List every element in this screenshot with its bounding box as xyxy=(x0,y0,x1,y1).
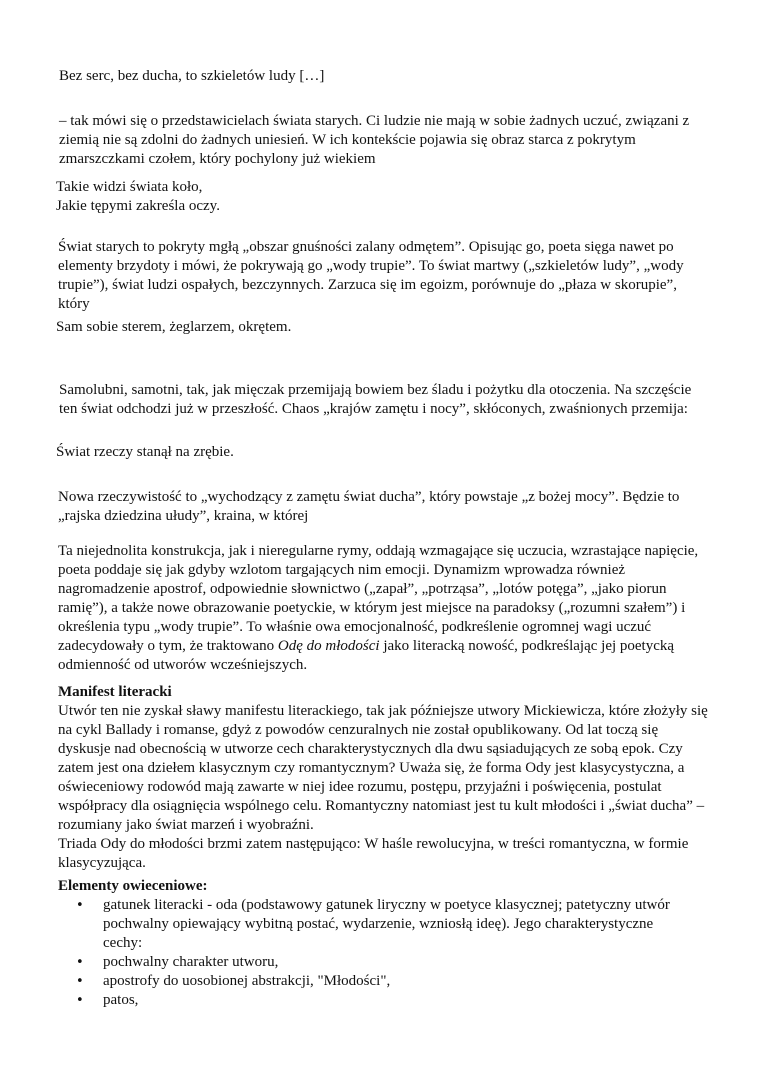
list-item-text: patos, xyxy=(103,992,139,1008)
section-body: Triada Ody do młodości brzmi zatem następująco: W haśle rewolucyjna, w treści romantyczna, w formie klasycyzująca. xyxy=(58,836,689,871)
section-elements xyxy=(58,877,708,1010)
quote-line: Takie widzi świata koło, xyxy=(56,179,203,195)
section-body: Utwór ten nie zyskał sławy manifestu literackiego, tak jak późniejsze utwory Mickiewicza, które złożyły się na cykl Ballady i romanse, gdyż z powodów cenzuralnych nie został opublikowany. Od lat toczą się dyskusje nad obecnością w utworze cech charakterystycznych dla dwu sąsiadujących ze sobą epok. Czy zatem jest ona dziełem klasycznym czy romantycznym? Uważa się, że forma Ody jest klasycystyczna, a oświeceniowy rodowód mają zawarte w niej idee rozumu, postępu, przyjaźni i poświęcenia, postulat współpracy dla osiągnięcia wspólnego celu. Romantyczny natomiast jest tu kult młodości i „świat ducha” – rozumiany jako świat marzeń i wyobraźni. xyxy=(58,703,708,833)
paragraph: Świat starych to pokryty mgłą „obszar gnuśności zalany odmętem”. Opisując go, poeta sięga nawet po elementy brzydoty i mówi, że pokrywają go „wody trupie”. To świat martwy („szkieletów ludy”, „wody trupie”), świat ludzi ospałych, bezczynnych. Zarzuca się im egoizm, porównuje do „płaza w skorupie”, który xyxy=(58,239,684,312)
list-item xyxy=(58,972,683,991)
paragraph: – tak mówi się o przedstawicielach świata starych. Ci ludzie nie mają w sobie żadnych uczuć, związani z ziemią nie są zdolni do żadnych uniesień. W ich kontekście pojawia się obraz starca z pokrytym zmarszczkami czołem, który pochylony już wiekiem xyxy=(59,113,690,167)
bullet-icon: • xyxy=(76,898,84,913)
paragraph xyxy=(58,542,708,675)
list-item-text: gatunek literacki - oda (podstawowy gatunek liryczny w poetyce klasycznej; patetyczny utwór pochwalny opiewający wybitną postać, wydarzenie, wzniosłą ideę). Jego charakterystyczne cechy: xyxy=(103,897,670,951)
list-item xyxy=(58,991,683,1010)
quote-line: Jakie tępymi zakreśla oczy. xyxy=(56,198,220,214)
list-item xyxy=(58,896,683,953)
paragraph: Nowa rzeczywistość to „wychodzący z zamętu świat ducha”, który powstaje „z bożej mocy”. Będzie to „rajska dziedzina ułudy”, kraina, w której xyxy=(58,489,680,524)
bullet-icon: • xyxy=(76,993,84,1008)
bullet-list xyxy=(58,896,708,1010)
quote-line: Sam sobie sterem, żeglarzem, okrętem. xyxy=(56,319,292,335)
paragraph-text: Ta niejednolita konstrukcja, jak i nieregularne rymy, oddają wzmagające się uczucia, wzrastające napięcie, poeta poddaje się jak gdyby wzlotom targających nim emocji. Dynamizm wprowadza również nagromadzenie apostrof, odpowiednie słownictwo („zapał”, „potrząsa”, „lotów potęga”, „jako piorun ramię”), a także nowe obrazowanie poetyckie, w którym jest miejsce na paradoksy („rozumni szałem”) i określenia typu „wody trupie”. To właśnie owa emocjonalność, podkreślenie ogromnej wagi uczuć zadecydowały o tym, że traktowano xyxy=(58,543,699,654)
quote-line: Świat rzeczy stanął na zrębie. xyxy=(56,444,234,460)
list-item-text: apostrofy do uosobionej abstrakcji, "Młodości", xyxy=(103,973,391,989)
quote-block xyxy=(56,178,456,216)
italic-title: Odę do młodości xyxy=(277,638,380,654)
bullet-icon: • xyxy=(76,974,84,989)
section-manifest xyxy=(58,683,708,873)
section-heading: Manifest literacki xyxy=(58,684,172,700)
list-item xyxy=(58,953,683,972)
paragraph-text: jako literacką nowość, podkreślając jej poetycką odmienność od utworów wcześniejszych. xyxy=(58,638,675,673)
paragraph: Samolubni, samotni, tak, jak mięczak przemijają bowiem bez śladu i pożytku dla otoczenia. Na szczęście ten świat odchodzi już w przeszłość. Chaos „krajów zamętu i nocy”, skłóconych, zwaśnionych przemija: xyxy=(59,382,692,417)
bullet-icon: • xyxy=(76,955,84,970)
section-heading: Elementy owieceniowe: xyxy=(58,878,208,894)
list-item-text: pochwalny charakter utworu, xyxy=(103,954,279,970)
quote-line: Bez serc, bez ducha, to szkieletów ludy […] xyxy=(59,68,325,84)
